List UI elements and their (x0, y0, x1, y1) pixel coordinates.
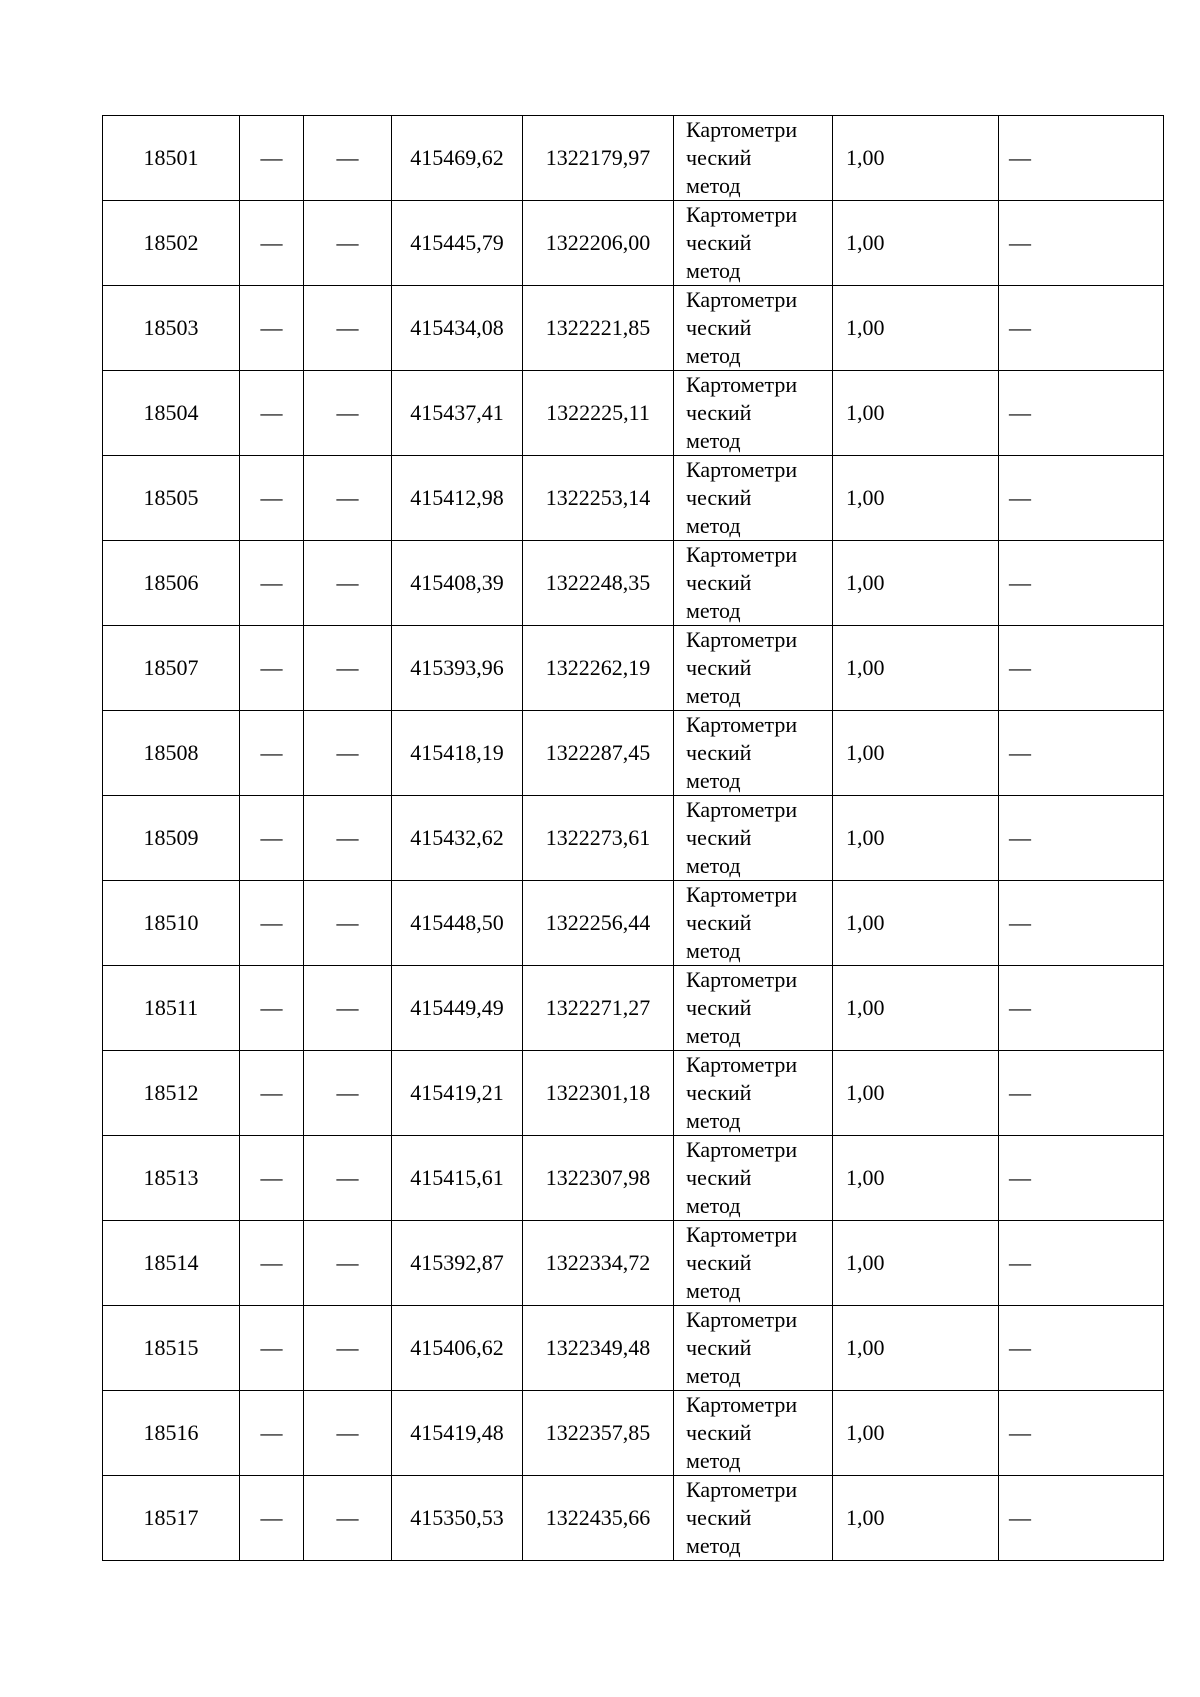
empty-cell: — (999, 1476, 1164, 1561)
y-coordinate-cell: 1322334,72 (523, 1221, 674, 1306)
empty-cell: — (240, 1221, 304, 1306)
empty-cell: — (304, 626, 392, 711)
empty-cell: — (240, 711, 304, 796)
method-cell (674, 1391, 833, 1476)
method-line: ческий (686, 1420, 752, 1445)
table-row (103, 286, 1164, 371)
accuracy-cell: 1,00 (833, 201, 999, 286)
table-row (103, 626, 1164, 711)
y-coordinate-cell: 1322301,18 (523, 1051, 674, 1136)
accuracy-cell: 1,00 (833, 541, 999, 626)
accuracy-cell: 1,00 (833, 626, 999, 711)
method-line: Картометри (686, 882, 798, 907)
y-coordinate-cell: 1322287,45 (523, 711, 674, 796)
empty-cell: — (240, 881, 304, 966)
method-line: Картометри (686, 1392, 798, 1417)
empty-cell: — (304, 371, 392, 456)
empty-cell: — (999, 1051, 1164, 1136)
y-coordinate-cell: 1322221,85 (523, 286, 674, 371)
x-coordinate-cell: 415419,48 (392, 1391, 523, 1476)
empty-cell: — (240, 286, 304, 371)
method-line: Картометри (686, 1222, 798, 1247)
accuracy-cell: 1,00 (833, 1391, 999, 1476)
method-cell (674, 286, 833, 371)
empty-cell: — (999, 881, 1164, 966)
point-number-cell: 18511 (103, 966, 240, 1051)
method-line: Картометри (686, 117, 798, 142)
method-line: ческий (686, 230, 752, 255)
x-coordinate-cell: 415393,96 (392, 626, 523, 711)
empty-cell: — (304, 966, 392, 1051)
x-coordinate-cell: 415350,53 (392, 1476, 523, 1561)
method-line: метод (686, 853, 741, 878)
empty-cell: — (240, 1051, 304, 1136)
x-coordinate-cell: 415469,62 (392, 116, 523, 201)
method-line: Картометри (686, 967, 798, 992)
x-coordinate-cell: 415415,61 (392, 1136, 523, 1221)
accuracy-cell: 1,00 (833, 1136, 999, 1221)
empty-cell: — (999, 796, 1164, 881)
point-number-cell: 18515 (103, 1306, 240, 1391)
method-line: ческий (686, 740, 752, 765)
empty-cell: — (240, 1136, 304, 1221)
empty-cell: — (240, 371, 304, 456)
empty-cell: — (240, 116, 304, 201)
method-line: ческий (686, 485, 752, 510)
point-number-cell: 18509 (103, 796, 240, 881)
empty-cell: — (240, 201, 304, 286)
empty-cell: — (240, 966, 304, 1051)
method-line: Картометри (686, 1307, 798, 1332)
table-row (103, 1221, 1164, 1306)
table-row (103, 966, 1164, 1051)
method-line: метод (686, 428, 741, 453)
y-coordinate-cell: 1322262,19 (523, 626, 674, 711)
empty-cell: — (304, 541, 392, 626)
empty-cell: — (304, 1306, 392, 1391)
method-line: ческий (686, 1080, 752, 1105)
method-line: метод (686, 1448, 741, 1473)
method-cell (674, 456, 833, 541)
accuracy-cell: 1,00 (833, 456, 999, 541)
y-coordinate-cell: 1322253,14 (523, 456, 674, 541)
accuracy-cell: 1,00 (833, 116, 999, 201)
empty-cell: — (999, 456, 1164, 541)
y-coordinate-cell: 1322349,48 (523, 1306, 674, 1391)
y-coordinate-cell: 1322307,98 (523, 1136, 674, 1221)
empty-cell: — (304, 286, 392, 371)
point-number-cell: 18517 (103, 1476, 240, 1561)
method-line: ческий (686, 1165, 752, 1190)
coordinates-table (102, 115, 1164, 1561)
method-line: Картометри (686, 797, 798, 822)
empty-cell: — (240, 456, 304, 541)
table-row (103, 796, 1164, 881)
accuracy-cell: 1,00 (833, 1221, 999, 1306)
method-line: метод (686, 1023, 741, 1048)
accuracy-cell: 1,00 (833, 966, 999, 1051)
method-cell (674, 626, 833, 711)
method-line: метод (686, 768, 741, 793)
point-number-cell: 18512 (103, 1051, 240, 1136)
method-line: Картометри (686, 712, 798, 737)
method-line: метод (686, 1533, 741, 1558)
empty-cell: — (304, 456, 392, 541)
table-row (103, 116, 1164, 201)
table-row (103, 711, 1164, 796)
method-cell (674, 1051, 833, 1136)
table-row (103, 456, 1164, 541)
table-row (103, 201, 1164, 286)
method-cell (674, 796, 833, 881)
method-line: ческий (686, 145, 752, 170)
method-line: Картометри (686, 627, 798, 652)
table-row (103, 1051, 1164, 1136)
method-line: Картометри (686, 1137, 798, 1162)
empty-cell: — (304, 116, 392, 201)
point-number-cell: 18506 (103, 541, 240, 626)
method-line: ческий (686, 995, 752, 1020)
method-cell (674, 1306, 833, 1391)
empty-cell: — (304, 1136, 392, 1221)
method-line: Картометри (686, 287, 798, 312)
empty-cell: — (999, 371, 1164, 456)
x-coordinate-cell: 415406,62 (392, 1306, 523, 1391)
method-line: Картометри (686, 1477, 798, 1502)
empty-cell: — (240, 1476, 304, 1561)
point-number-cell: 18516 (103, 1391, 240, 1476)
accuracy-cell: 1,00 (833, 1306, 999, 1391)
x-coordinate-cell: 415437,41 (392, 371, 523, 456)
accuracy-cell: 1,00 (833, 1051, 999, 1136)
method-line: ческий (686, 1250, 752, 1275)
y-coordinate-cell: 1322256,44 (523, 881, 674, 966)
x-coordinate-cell: 415419,21 (392, 1051, 523, 1136)
method-line: Картометри (686, 1052, 798, 1077)
table-row (103, 1476, 1164, 1561)
accuracy-cell: 1,00 (833, 371, 999, 456)
y-coordinate-cell: 1322248,35 (523, 541, 674, 626)
y-coordinate-cell: 1322225,11 (523, 371, 674, 456)
empty-cell: — (240, 1306, 304, 1391)
empty-cell: — (999, 1391, 1164, 1476)
empty-cell: — (304, 1051, 392, 1136)
point-number-cell: 18502 (103, 201, 240, 286)
accuracy-cell: 1,00 (833, 1476, 999, 1561)
y-coordinate-cell: 1322435,66 (523, 1476, 674, 1561)
method-cell (674, 711, 833, 796)
x-coordinate-cell: 415448,50 (392, 881, 523, 966)
point-number-cell: 18510 (103, 881, 240, 966)
method-line: метод (686, 683, 741, 708)
point-number-cell: 18504 (103, 371, 240, 456)
empty-cell: — (240, 626, 304, 711)
method-line: метод (686, 258, 741, 283)
empty-cell: — (304, 881, 392, 966)
empty-cell: — (999, 1221, 1164, 1306)
method-line: Картометри (686, 202, 798, 227)
empty-cell: — (999, 966, 1164, 1051)
method-cell (674, 966, 833, 1051)
method-line: Картометри (686, 542, 798, 567)
table-row (103, 881, 1164, 966)
x-coordinate-cell: 415449,49 (392, 966, 523, 1051)
empty-cell: — (999, 1136, 1164, 1221)
method-line: метод (686, 173, 741, 198)
empty-cell: — (304, 1391, 392, 1476)
empty-cell: — (999, 711, 1164, 796)
accuracy-cell: 1,00 (833, 796, 999, 881)
method-line: ческий (686, 400, 752, 425)
y-coordinate-cell: 1322273,61 (523, 796, 674, 881)
accuracy-cell: 1,00 (833, 286, 999, 371)
method-cell (674, 371, 833, 456)
point-number-cell: 18503 (103, 286, 240, 371)
x-coordinate-cell: 415412,98 (392, 456, 523, 541)
y-coordinate-cell: 1322206,00 (523, 201, 674, 286)
method-cell (674, 1221, 833, 1306)
empty-cell: — (304, 1476, 392, 1561)
empty-cell: — (240, 796, 304, 881)
table-row (103, 541, 1164, 626)
method-line: ческий (686, 825, 752, 850)
table-body (103, 116, 1164, 1561)
empty-cell: — (999, 541, 1164, 626)
point-number-cell: 18505 (103, 456, 240, 541)
x-coordinate-cell: 415392,87 (392, 1221, 523, 1306)
method-cell (674, 116, 833, 201)
method-line: метод (686, 1108, 741, 1133)
empty-cell: — (240, 541, 304, 626)
point-number-cell: 18501 (103, 116, 240, 201)
method-line: метод (686, 938, 741, 963)
method-line: метод (686, 343, 741, 368)
method-line: ческий (686, 910, 752, 935)
empty-cell: — (999, 201, 1164, 286)
x-coordinate-cell: 415445,79 (392, 201, 523, 286)
method-line: ческий (686, 655, 752, 680)
method-line: Картометри (686, 372, 798, 397)
accuracy-cell: 1,00 (833, 881, 999, 966)
method-line: метод (686, 1363, 741, 1388)
method-line: ческий (686, 570, 752, 595)
method-line: ческий (686, 1335, 752, 1360)
empty-cell: — (240, 1391, 304, 1476)
empty-cell: — (999, 1306, 1164, 1391)
table-row (103, 1391, 1164, 1476)
method-cell (674, 1476, 833, 1561)
method-cell (674, 541, 833, 626)
point-number-cell: 18514 (103, 1221, 240, 1306)
point-number-cell: 18508 (103, 711, 240, 796)
x-coordinate-cell: 415434,08 (392, 286, 523, 371)
y-coordinate-cell: 1322271,27 (523, 966, 674, 1051)
method-line: метод (686, 513, 741, 538)
empty-cell: — (999, 116, 1164, 201)
y-coordinate-cell: 1322179,97 (523, 116, 674, 201)
method-line: Картометри (686, 457, 798, 482)
point-number-cell: 18513 (103, 1136, 240, 1221)
empty-cell: — (999, 626, 1164, 711)
method-cell (674, 201, 833, 286)
table-row (103, 1306, 1164, 1391)
empty-cell: — (304, 1221, 392, 1306)
method-line: метод (686, 598, 741, 623)
empty-cell: — (304, 201, 392, 286)
empty-cell: — (304, 711, 392, 796)
table-row (103, 1136, 1164, 1221)
empty-cell: — (999, 286, 1164, 371)
x-coordinate-cell: 415408,39 (392, 541, 523, 626)
method-cell (674, 881, 833, 966)
x-coordinate-cell: 415432,62 (392, 796, 523, 881)
method-line: метод (686, 1278, 741, 1303)
method-line: метод (686, 1193, 741, 1218)
x-coordinate-cell: 415418,19 (392, 711, 523, 796)
y-coordinate-cell: 1322357,85 (523, 1391, 674, 1476)
method-line: ческий (686, 1505, 752, 1530)
method-cell (674, 1136, 833, 1221)
empty-cell: — (304, 796, 392, 881)
table-row (103, 371, 1164, 456)
point-number-cell: 18507 (103, 626, 240, 711)
method-line: ческий (686, 315, 752, 340)
accuracy-cell: 1,00 (833, 711, 999, 796)
